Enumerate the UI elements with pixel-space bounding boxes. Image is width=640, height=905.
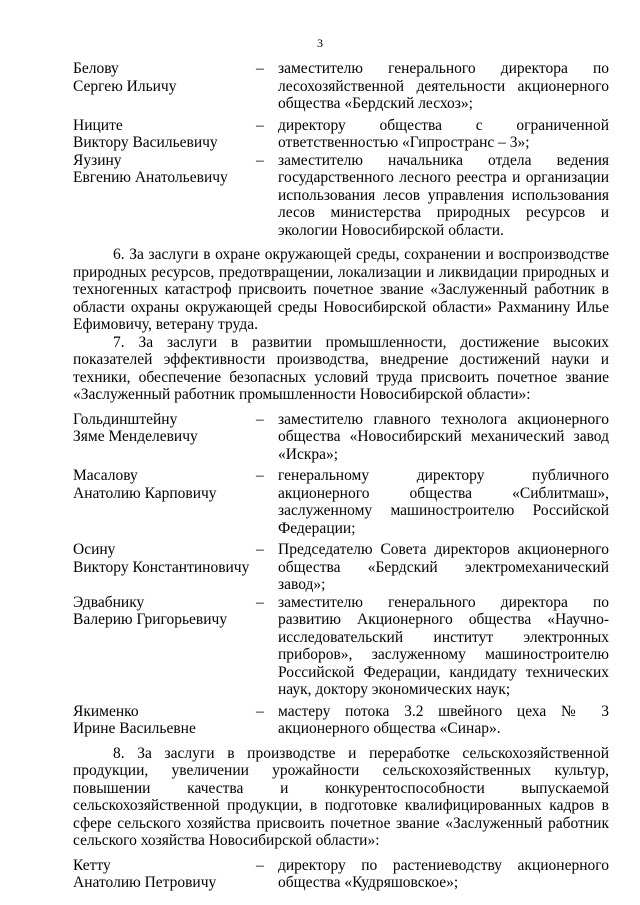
dash: –	[256, 60, 264, 77]
award-entry	[73, 60, 609, 113]
award-entry	[73, 152, 609, 240]
surname: Осину	[73, 541, 116, 558]
dash: –	[256, 410, 264, 428]
dash: –	[256, 593, 264, 611]
given-name: Виктору Константиновичу	[73, 558, 250, 576]
page-number: 3	[317, 36, 323, 50]
surname: Якименко	[73, 702, 139, 720]
position-description: генеральному директору публичного акционерного общества «Сиблитмаш», заслуженному машиностроителю Российской Федерации;	[278, 467, 609, 537]
paragraph-7: 7. За заслуги в развитии промышленности, достижение высоких показателей эффективности производства, внедрение достижений науки и техники, обеспечение безопасных условий труда присвоить почетное звание «Заслуженный работник промышленности Новосибирской области»:	[73, 333, 609, 403]
award-entry	[73, 594, 609, 699]
surname: Белову	[73, 60, 119, 77]
given-name: Анатолию Карповичу	[73, 484, 217, 502]
given-name: Анатолию Петровичу	[73, 874, 217, 891]
given-name: Зяме Менделевичу	[73, 428, 198, 445]
award-entry	[73, 467, 609, 537]
surname: Гольдинштейну	[73, 410, 178, 428]
dash: –	[256, 467, 264, 484]
position-description: директору по растениеводству акционерного общества «Кудряшовское»;	[278, 856, 609, 891]
award-entry	[73, 857, 609, 892]
position-description: заместителю генерального директора по развитию Акционерного общества «Научно-исследовательский институт электронных приборов», заслуженному машиностроителю Российской Федерации, кандидату технических наук, доктору экономических наук;	[278, 593, 609, 698]
surname: Эдвабнику	[73, 593, 145, 611]
position-description: мастеру потока 3.2 швейного цеха № 3 акционерного общества «Синар».	[278, 702, 609, 737]
surname: Ниците	[73, 116, 123, 134]
given-name: Валерию Григорьевичу	[73, 611, 228, 628]
paragraph-6: 6. За заслуги в охране окружающей среды, сохранении и воспроизводстве природных ресурсов, предотвращении, локализации и ликвидации природных и техногенных катастроф присвоить почетное звание «Заслуженный работник в области охраны окружающей среды Новосибирской области» Рахманину Илье Ефимовичу, ветерану труда.	[73, 246, 609, 333]
paragraph-8: 8. За заслуги в производстве и переработке сельскохозяйственной продукции, увеличении урожайности сельскохозяйственных культур, повышении качества и конкурентоспособности выпускаемой сельскохозяйственной продукции, в подготовке квалифицированных кадров в сфере сельского хозяйства присвоить почетное звание «Заслуженный работник сельского хозяйства Новосибирской области»:	[73, 744, 609, 849]
surname: Масалову	[73, 467, 138, 484]
given-name: Виктору Васильевичу	[73, 134, 218, 151]
dash: –	[256, 151, 264, 169]
position-description: заместителю генерального директора по лесохозяйственной деятельности акционерного общества «Бердский лесхоз»;	[278, 60, 609, 112]
position-description: директору общества с ограниченной ответственностью «Гипространс – 3»;	[278, 116, 609, 151]
position-description: заместителю начальника отдела ведения государственного лесного реестра и организации использования лесов управления использования лесов министерства природных ресурсов и экологии Новосибирской области.	[278, 151, 609, 239]
position-description: Председателю Совета директоров акционерного общества «Бердский электромеханический завод»;	[278, 541, 609, 593]
given-name: Евгению Анатольевичу	[73, 169, 228, 186]
dash: –	[256, 856, 264, 874]
award-entry	[73, 703, 609, 738]
surname: Яузину	[73, 151, 122, 169]
award-entry	[73, 541, 609, 594]
document-body	[73, 60, 609, 892]
given-name: Сергею Ильичу	[73, 77, 177, 95]
surname: Кетту	[73, 856, 111, 874]
given-name: Ирине Васильевне	[73, 720, 196, 737]
dash: –	[256, 541, 264, 558]
award-entry	[73, 411, 609, 464]
dash: –	[256, 116, 264, 134]
award-entry	[73, 117, 609, 152]
dash: –	[256, 702, 264, 720]
position-description: заместителю главного технолога акционерного общества «Новосибирский механический завод «Искра»;	[278, 410, 609, 463]
